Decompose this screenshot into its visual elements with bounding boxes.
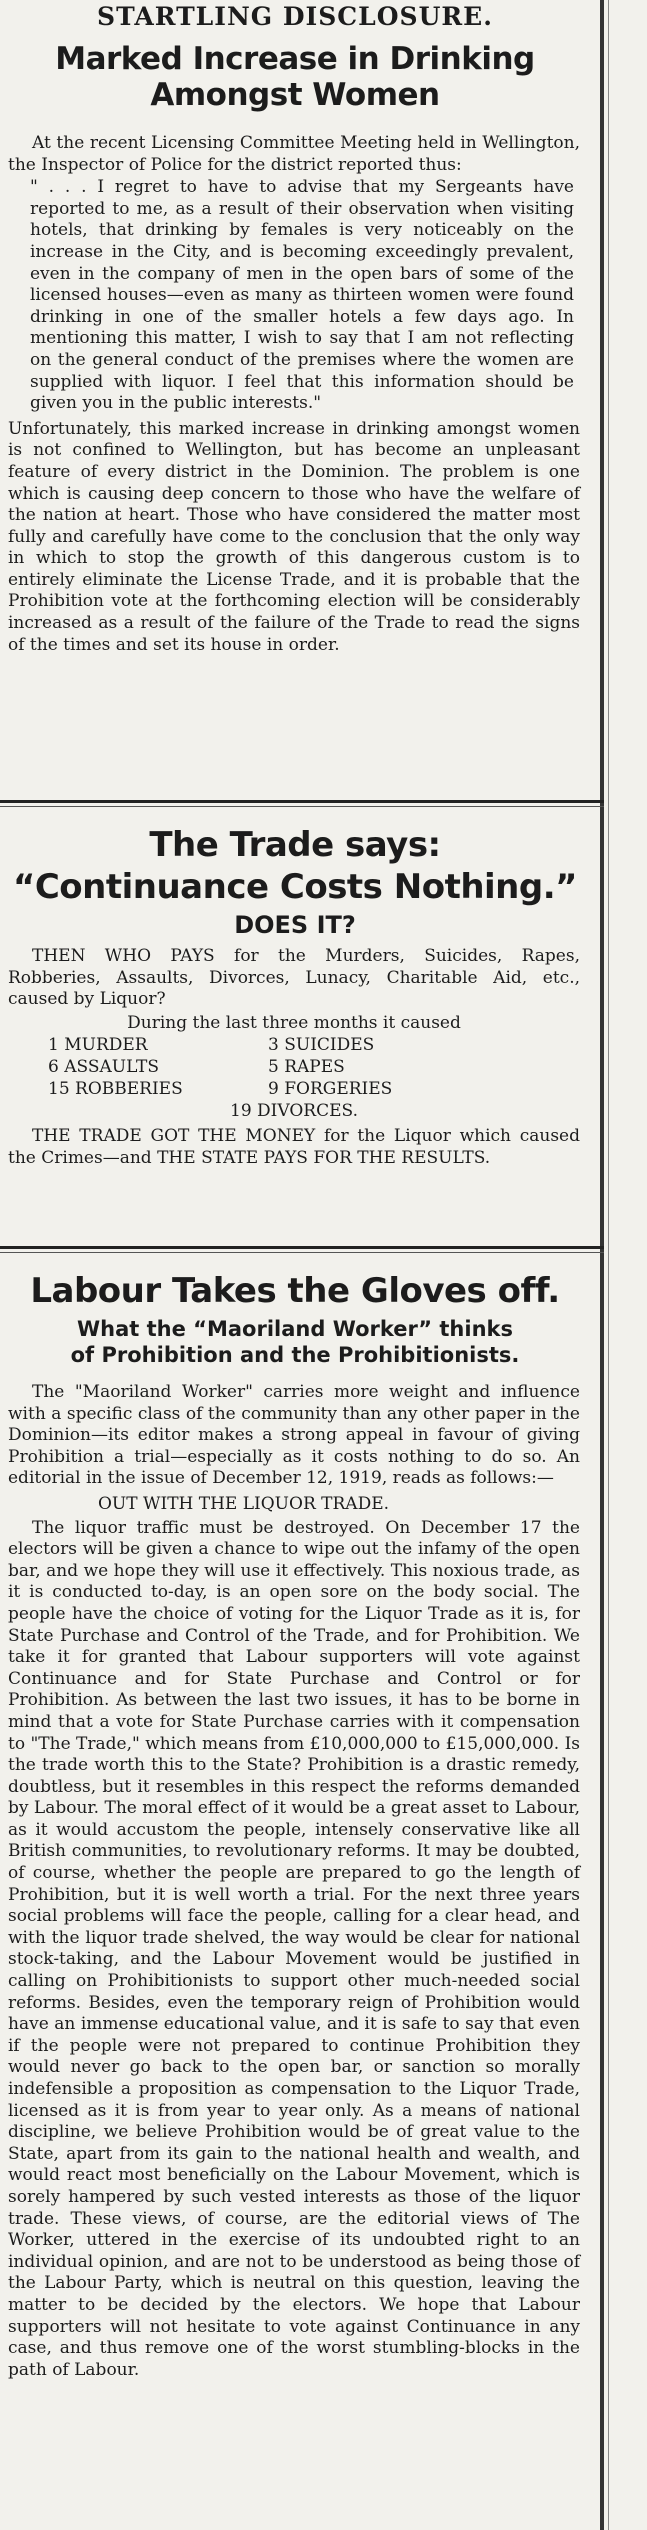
kicker: STARTLING DISCLOSURE. (97, 2, 493, 31)
crime-stat: 9 FORGERIES (268, 1079, 393, 1100)
headline-line-2: Amongst Women (150, 77, 440, 113)
crime-statistics (8, 1034, 468, 1100)
article-startling-disclosure (0, 0, 590, 656)
editorial-body: The liquor traffic must be destroyed. On December 17 the electors will be given a chance to wipe out the infamy of the open bar, and we hope they will use it effectively. This noxious trade, as it is conducted to-day, is an open sore on the body social. The people have the choice of voting for the Liquor Trade as it is, for State Purchase and Control of the Trade, and for Prohibition. We take it for granted that Labour supporters will vote against Continuance and for State Purchase and Control or for Prohibition. As between the last two issues, it has to be borne in mind that a vote for State Purchase carries with it compensation to "The Trade," which means from £10,000,000 to £15,000,000. Is the trade worth this to the State? Prohibition is a drastic remedy, doubtless, but it resembles in this respect the reforms demanded by Labour. The moral effect of it would be a great asset to Labour, as it would accustom the people, intensely conservative like all British communities, to revolutionary reforms. It may be doubted, of course, whether the people are prepared to go the length of Prohibition, but it is well worth a trial. For the next three years social problems will face the people, calling for a clear head, and with the liquor trade shelved, the way would be clear for national stock-taking, and the Labour Movement would be justified in calling on Prohibitionists to support other much-needed social reforms. Besides, even the temporary reign of Prohibition would have an immense educational value, and it is safe to say that even if the people were not prepared to continue Prohibition they would never go back to the open bar, or sanction so morally indefensible a proposition as compensation to the Liquor Trade, licensed as it is from year to year only. As a means of national discipline, we believe Prohibition would be of great value to the State, apart from its gain to the national health and wealth, and would react most beneficially on the Labour Movement, which is sorely hampered by such vested interests as those of the liquor trade. These views, of course, are the editorial views of The Worker, uttered in the exercise of its undoubted right to an individual opinion, and are not to be understood as being those of the Labour Party, which is neutral on this question, leaving the matter to be decided by the electors. We hope that Labour supporters will not hesitate to vote against Continuance in any case, and thus remove one of the worst stumbling-blocks in the path of Labour. (8, 1517, 581, 2380)
section-divider (0, 1246, 604, 1249)
article-trade-says (0, 824, 590, 1170)
article-labour-gloves-off (0, 1270, 590, 2381)
trade-headline-1: The Trade says: (149, 825, 441, 865)
crime-stat: 3 SUICIDES (268, 1035, 375, 1056)
editorial-title: OUT WITH THE LIQUOR TRADE. (98, 1493, 390, 1514)
crime-stat: 5 RAPES (268, 1057, 345, 1078)
crime-stat: 15 ROBBERIES (48, 1079, 183, 1100)
intro-paragraph: At the recent Licensing Committee Meeting held in Wellington, the Inspector of Police for the district reported thus: (8, 133, 580, 175)
section-divider (0, 800, 604, 803)
column-rule-thin (608, 0, 609, 2530)
column-rule (600, 0, 604, 2530)
labour-subhead-2: of Prohibition and the Prohibitionists. (70, 1343, 520, 1367)
labour-headline: Labour Takes the Gloves off. (30, 1271, 560, 1311)
lead-paragraph: THEN WHO PAYS for the Murders, Suicides, Rapes, Robberies, Assaults, Divorces, Lunacy, Charitable Aid, etc., caused by Liquor? (8, 946, 580, 1010)
trade-headline-2: “Continuance Costs Nothing.” (13, 867, 577, 907)
section-divider-thin (0, 806, 604, 807)
does-it-subhead: DOES IT? (234, 911, 356, 939)
inspector-quote: " . . . I regret to have to advise that my Sergeants have reported to me, as a result of their observation when visiting hotels, that drinking by females is very noticeably on the increase in the City, and is becoming exceedingly prevalent, even in the company of men in the open bars of some of the licensed houses—even as many as thirteen women were found drinking in one of the smaller hotels a few days ago. In mentioning this matter, I wish to say that I am not reflecting on the general conduct of the premises where the women are supplied with liquor. I feel that this information should be given you in the public interests." (30, 177, 574, 414)
body-paragraph: Unfortunately, this marked increase in drinking amongst women is not confined to Wellington, but has become an unpleasant feature of every district in the Dominion. The problem is one which is causing deep concern to those who have the welfare of the nation at heart. Those who have considered the matter most fully and carefully have come to the conclusion that the only way in which to stop the growth of this dangerous custom is to entirely eliminate the License Trade, and it is probable that the Prohibition vote at the forthcoming election will be considerably increased as a result of the failure of the Trade to read the signs of the times and set its house in order. (8, 418, 580, 655)
period-line: During the last three months it caused (127, 1012, 461, 1033)
crime-stat: 1 MURDER (48, 1035, 148, 1056)
labour-intro: The "Maoriland Worker" carries more weight and influence with a specific class of the community than any other paper in the Dominion—its editor makes a strong appeal in favour of giving Prohibition a trial—especially as it costs nothing to do so. An editorial in the issue of December 12, 1919, reads as follows:— (8, 1382, 580, 1489)
headline-line-1: Marked Increase in Drinking (55, 41, 535, 77)
divorces-stat: 19 DIVORCES. (230, 1101, 358, 1122)
conclusion-paragraph: THE TRADE GOT THE MONEY for the Liquor which caused the Crimes—and THE STATE PAYS FOR THE RESULTS. (8, 1126, 580, 1168)
labour-subhead-1: What the “Maoriland Worker” thinks (77, 1317, 513, 1341)
section-divider-thin (0, 1252, 604, 1253)
crime-stat: 6 ASSAULTS (48, 1057, 159, 1078)
